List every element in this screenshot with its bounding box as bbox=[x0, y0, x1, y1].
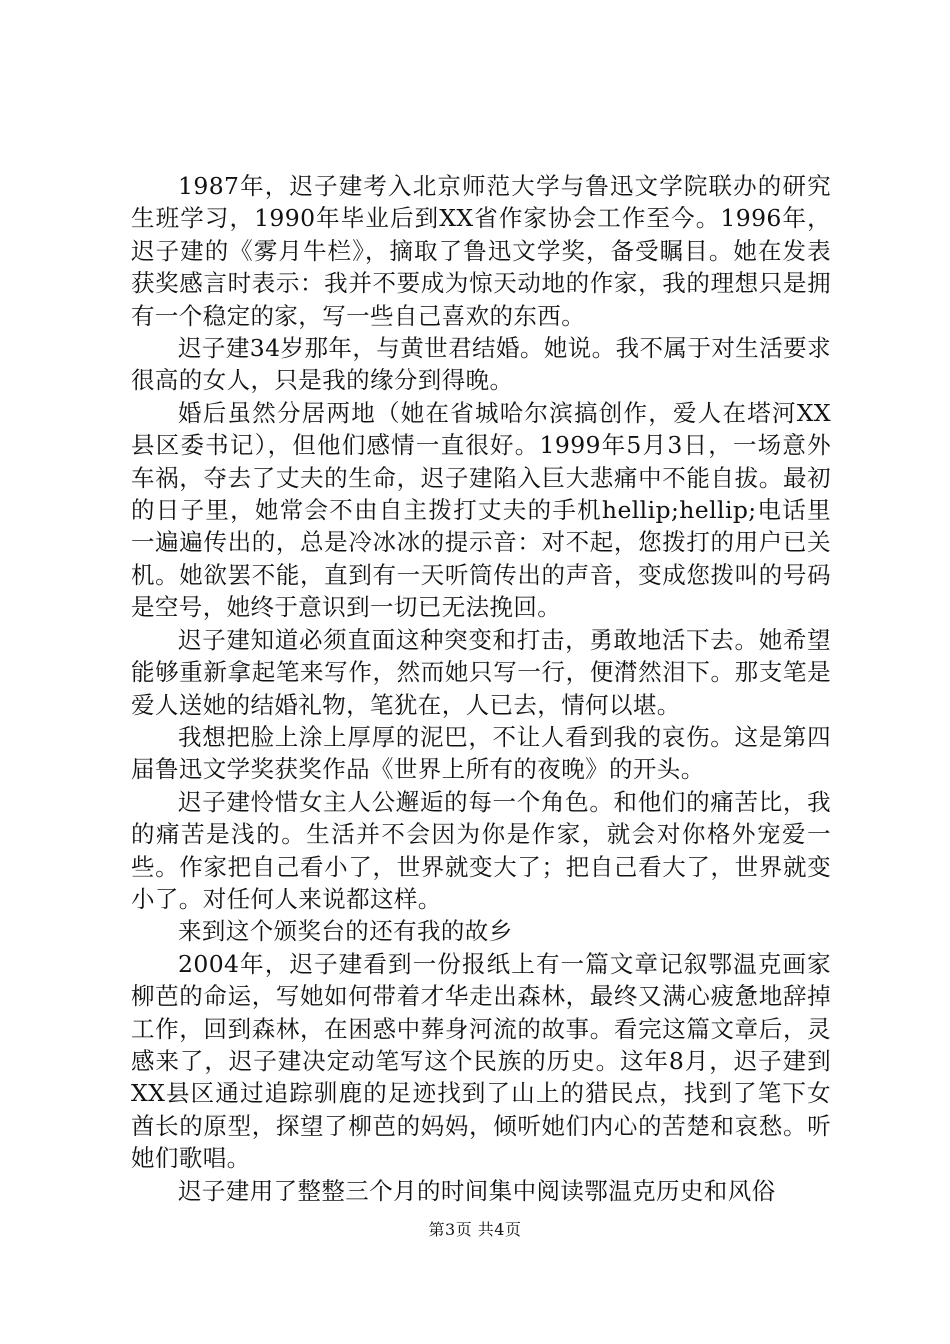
paragraph-2: 迟子建34岁那年，与黄世君结婚。她说。我不属于对生活要求很高的女人，只是我的缘分到得晚。 bbox=[131, 334, 831, 395]
page-footer bbox=[0, 1217, 950, 1240]
paragraph-1: 1987年，迟子建考入北京师范大学与鲁迅文学院联办的研究生班学习，1990年毕业后到XX省作家协会工作至今。1996年，迟子建的《雾月牛栏》，摘取了鲁迅文学奖，备受瞩目。她在发表获奖感言时表示：我并不要成为惊天动地的作家，我的理想只是拥有一个稳定的家，写一些自己喜欢的东西。 bbox=[131, 172, 831, 330]
paragraph-8: 迟子建用了整整三个月的时间集中阅读鄂温克历史和风俗 bbox=[178, 1176, 776, 1205]
page-number: 第3页 共4页 bbox=[428, 1220, 522, 1239]
paragraph-3: 婚后虽然分居两地（她在省城哈尔滨搞创作，爱人在塔河XX县区委书记），但他们感情一直很好。1999年5月3日，一场意外车祸，夺去了丈夫的生命，迟子建陷入巨大悲痛中不能自拔。最初的日子里，她常会不由自主拨打丈夫的手机hellip;hellip;电话里一遍遍传出的，总是冷冰冰的提示音：对不起，您拨打的用户已关机。她欲罢不能，直到有一天听筒传出的声音，变成您拨叫的号码是空号，她终于意识到一切已无法挽回。 bbox=[131, 398, 831, 622]
paragraph-6: 迟子建怜惜女主人公邂逅的每一个角色。和他们的痛苦比，我的痛苦是浅的。生活并不会因为你是作家，就会对你格外宠爱一些。作家把自己看小了，世界就变大了；把自己看大了，世界就变小了。对任何人来说都这样。 bbox=[131, 787, 831, 913]
section-heading: 来到这个颁奖台的还有我的故乡 bbox=[178, 917, 513, 946]
document-body bbox=[131, 170, 831, 1207]
paragraph-5: 我想把脸上涂上厚厚的泥巴，不让人看到我的哀伤。这是第四届鲁迅文学奖获奖作品《世界上所有的夜晚》的开头。 bbox=[131, 722, 831, 784]
paragraph-7: 2004年，迟子建看到一份报纸上有一篇文章记叙鄂温克画家柳芭的命运，写她如何带着才华走出森林，最终又满心疲惫地辞掉工作，回到森林，在困惑中葬身河流的故事。看完这篇文章后，灵感来了，迟子建决定动笔写这个民族的历史。这年8月，迟子建到XX县区通过追踪驯鹿的足迹找到了山上的猎民点，找到了笔下女酋长的原型，探望了柳芭的妈妈，倾听她们内心的苦楚和哀愁。听她们歌唱。 bbox=[131, 949, 831, 1173]
paragraph-4: 迟子建知道必须直面这种突变和打击，勇敢地活下去。她希望能够重新拿起笔来写作，然而她只写一行，便潸然泪下。那支笔是爱人送她的结婚礼物，笔犹在，人已去，情何以堪。 bbox=[131, 625, 831, 719]
